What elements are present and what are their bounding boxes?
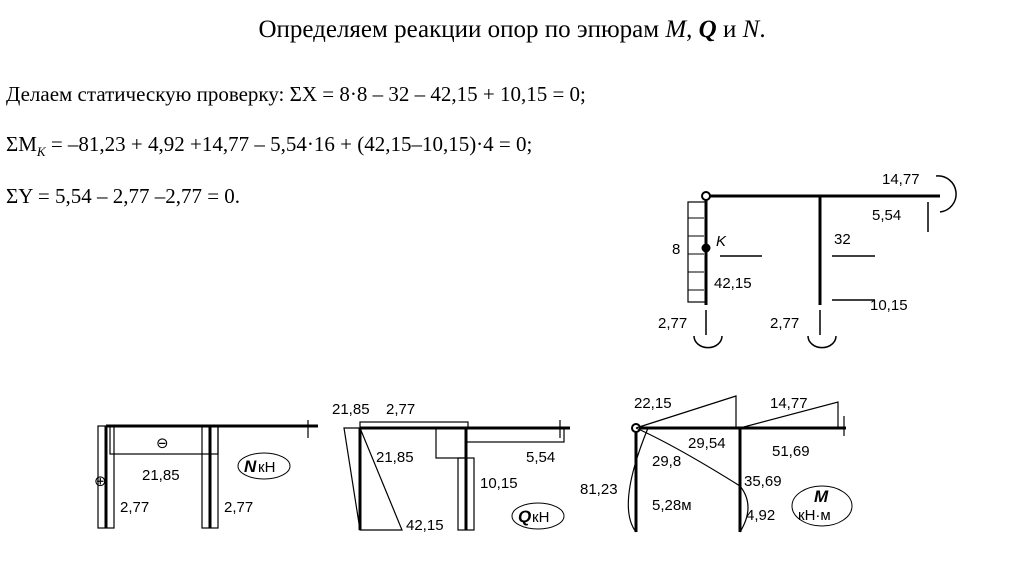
n-label-mid: 21,85	[142, 467, 180, 484]
m-label-top-left: 22,15	[634, 395, 672, 412]
frame-label-moment: 14,77	[882, 171, 920, 188]
equation-sum-y: ΣY = 5,54 – 2,77 –2,77 = 0.	[6, 184, 241, 208]
q-label-right: 5,54	[526, 449, 556, 466]
n-unit-symbol: N	[244, 457, 257, 476]
n-sign-plus-left: ⊕	[94, 473, 107, 490]
n-unit: кН	[258, 459, 276, 476]
m-unit: кН·м	[798, 507, 831, 524]
frame-label-right-v: 2,77	[770, 315, 800, 332]
q-label-top-mid: 2,77	[386, 401, 416, 418]
q-label-mid: 21,85	[376, 449, 414, 466]
q-label-bottom: 42,15	[406, 517, 444, 534]
n-sign-minus: ⊖	[156, 435, 169, 452]
page-title: Определяем реакции опор по эпюрам M, Q и N.	[258, 16, 766, 43]
equation-sum-x: Делаем статическую проверку: ΣX = 8·8 – 32 – 42,15 + 10,15 = 0;	[6, 82, 586, 106]
frame-load-diagram	[650, 160, 970, 360]
q-unit: кН	[532, 509, 550, 526]
frame-label-q: 8	[672, 241, 681, 258]
frame-label-k: K	[716, 233, 727, 250]
n-label-left-col: 2,77	[120, 499, 150, 516]
m-label-right-mid: 35,69	[744, 473, 782, 490]
q-unit-symbol: Q	[518, 507, 532, 526]
equation-sum-mk: $\Sigma M_K = -81,23 + 4,92 +14,77 - 5,54\cdot 16 + (42,15-10,15)\cdot 4 = 0$;	[6, 132, 533, 160]
m-label-mid1: 29,54	[688, 435, 726, 452]
frame-label-left-v: 2,77	[658, 315, 688, 332]
m-label-left-bot: 81,23	[580, 481, 618, 498]
m-label-left-mid: 29,8	[652, 453, 682, 470]
q-force-diagram	[330, 398, 590, 538]
frame-label-force: 32	[834, 231, 851, 248]
frame-label-left-h: 42,15	[714, 275, 752, 292]
m-label-top-right: 14,77	[770, 395, 808, 412]
m-label-dist: 5,28м	[652, 497, 692, 514]
frame-label-right-h: 10,15	[870, 297, 908, 314]
n-force-diagram	[90, 398, 330, 538]
m-moment-diagram	[576, 386, 866, 546]
n-label-right-col: 2,77	[224, 499, 254, 516]
frame-label-vert-right: 5,54	[872, 207, 902, 224]
m-label-right-bot: 4,92	[746, 507, 776, 524]
q-label-col-right: 10,15	[480, 475, 518, 492]
m-label-mid2: 51,69	[772, 443, 810, 460]
m-unit-symbol: M	[814, 487, 829, 506]
q-label-top-left: 21,85	[332, 401, 370, 418]
